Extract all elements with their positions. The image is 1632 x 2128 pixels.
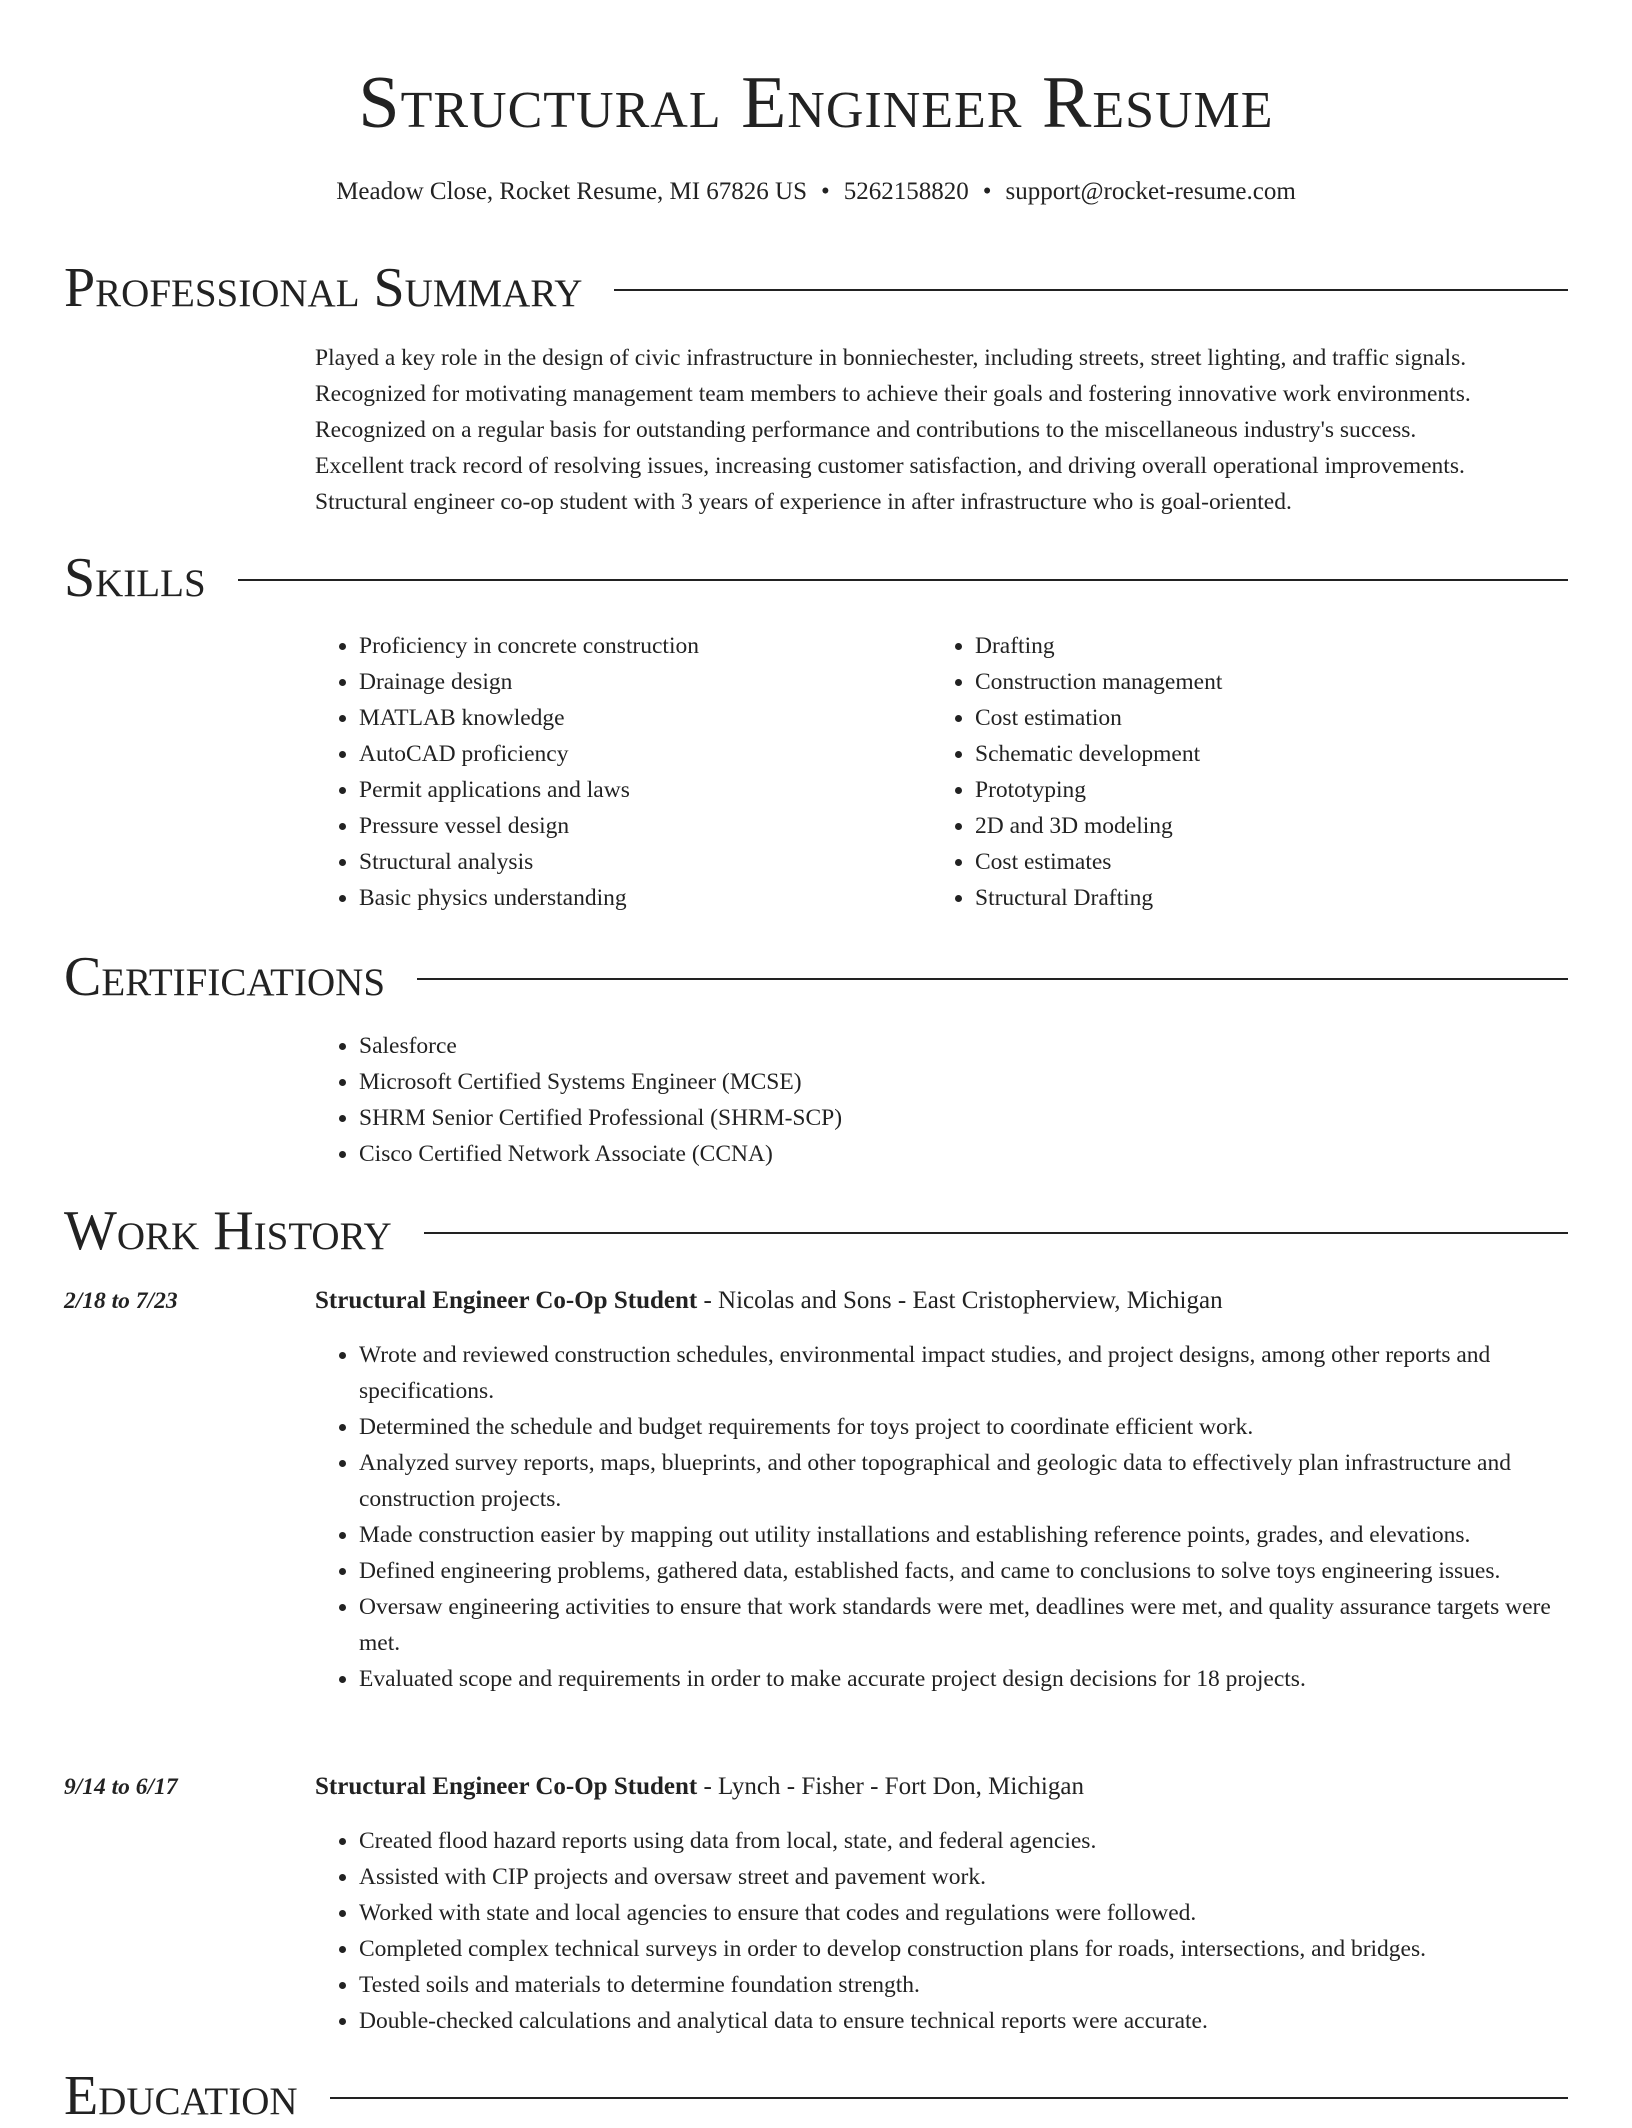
- skills-section-header: [64, 546, 1568, 610]
- summary-line: Recognized on a regular basis for outstanding performance and contributions to the miscellaneous industry's success.: [315, 417, 1417, 443]
- job-duty-item: • Tested soils and materials to determine foundation strength.: [359, 1967, 1575, 2003]
- job-duty-item: • Oversaw engineering activities to ensure that work standards were met, deadlines were met, and quality assurance targets were met.: [359, 1589, 1575, 1661]
- job-employer: - Nicolas and Sons - East Cristopherview, Michigan: [697, 1287, 1223, 1314]
- job-duty-item: • Determined the schedule and budget requirements for toys project to coordinate efficient work.: [359, 1409, 1575, 1445]
- summary-line: Recognized for motivating management team members to achieve their goals and fostering innovative work environments.: [315, 381, 1471, 407]
- skill-item: • Structural Drafting: [975, 880, 1491, 916]
- job-heading: [315, 1284, 1575, 1318]
- skill-item: • Basic physics understanding: [359, 880, 875, 916]
- contact-phone: 5262158820: [843, 178, 969, 205]
- job-title: Structural Engineer Co-Op Student: [315, 1287, 698, 1314]
- certification-item: • SHRM Senior Certified Professional (SHRM-SCP): [359, 1100, 1315, 1136]
- skills-column-right: [931, 628, 1491, 916]
- skills-list: [931, 628, 1491, 916]
- certification-item: • Salesforce: [359, 1028, 1315, 1064]
- contact-separator: •: [820, 178, 830, 205]
- certification-item: • Microsoft Certified Systems Engineer (MCSE): [359, 1064, 1315, 1100]
- summary-heading: Professional Summary: [64, 257, 583, 319]
- skill-item: • Drainage design: [359, 664, 875, 700]
- skill-item: • 2D and 3D modeling: [975, 808, 1491, 844]
- job-dates: 2/18 to 7/23: [64, 1288, 178, 1314]
- section-divider: [330, 2097, 1568, 2099]
- section-divider: [614, 289, 1568, 291]
- summary-line: Excellent track record of resolving issues, increasing customer satisfaction, and driving overall operational improvements.: [315, 453, 1465, 479]
- contact-email: support@rocket-resume.com: [1005, 178, 1296, 205]
- job-duty-item: • Double-checked calculations and analytical data to ensure technical reports were accurate.: [359, 2003, 1575, 2039]
- job-duty-item: • Made construction easier by mapping out utility installations and establishing reference points, grades, and elevations.: [359, 1517, 1575, 1553]
- job-employer: - Lynch - Fisher - Fort Don, Michigan: [697, 1773, 1084, 1800]
- contact-line: [0, 175, 1632, 209]
- certifications-list: [315, 1028, 1315, 1172]
- job-duty-item: • Worked with state and local agencies to ensure that codes and regulations were followed.: [359, 1895, 1575, 1931]
- skills-list: [315, 628, 875, 916]
- job-duty-item: • Analyzed survey reports, maps, blueprints, and other topographical and geologic data to effectively plan infrastructure and construction projects.: [359, 1445, 1575, 1517]
- job-duties-list: [315, 1823, 1575, 2039]
- education-section-header: [64, 2064, 1568, 2128]
- skill-item: • Drafting: [975, 628, 1491, 664]
- contact-address: Meadow Close, Rocket Resume, MI 67826 US: [336, 178, 807, 205]
- job-duty-item: • Defined engineering problems, gathered data, established facts, and came to conclusions to solve toys engineering issues.: [359, 1553, 1575, 1589]
- skill-item: • Permit applications and laws: [359, 772, 875, 808]
- job-duty-item: • Assisted with CIP projects and oversaw street and pavement work.: [359, 1859, 1575, 1895]
- work-history-heading: Work History: [64, 1200, 392, 1262]
- job-duty-item: • Created flood hazard reports using data from local, state, and federal agencies.: [359, 1823, 1575, 1859]
- skill-item: • Cost estimates: [975, 844, 1491, 880]
- skill-item: • Structural analysis: [359, 844, 875, 880]
- skill-item: • Construction management: [975, 664, 1491, 700]
- section-divider: [238, 579, 1568, 581]
- skills-heading: Skills: [64, 547, 206, 609]
- summary-text: [315, 340, 1575, 520]
- job-title: Structural Engineer Co-Op Student: [315, 1773, 698, 1800]
- section-divider: [417, 978, 1568, 980]
- certifications-section-header: [64, 945, 1568, 1009]
- skill-item: • Prototyping: [975, 772, 1491, 808]
- education-heading: Education: [64, 2065, 298, 2127]
- job-heading: [315, 1770, 1575, 1804]
- skill-item: • Pressure vessel design: [359, 808, 875, 844]
- contact-separator: •: [982, 178, 992, 205]
- job-dates: 9/14 to 6/17: [64, 1774, 178, 1800]
- job-duty-item: • Completed complex technical surveys in order to develop construction plans for roads, intersections, and bridges.: [359, 1931, 1575, 1967]
- certifications-heading: Certifications: [64, 946, 386, 1008]
- certifications-block: [315, 1028, 1315, 1172]
- certification-item: • Cisco Certified Network Associate (CCNA): [359, 1136, 1315, 1172]
- job-duties: [315, 1823, 1575, 2039]
- skills-column-left: [315, 628, 875, 916]
- skill-item: • Schematic development: [975, 736, 1491, 772]
- job-duty-item: • Evaluated scope and requirements in order to make accurate project design decisions for 18 projects.: [359, 1661, 1575, 1697]
- summary-line: Structural engineer co-op student with 3 years of experience in after infrastructure who is goal-oriented.: [315, 489, 1292, 515]
- skill-item: • Proficiency in concrete construction: [359, 628, 875, 664]
- skill-item: • MATLAB knowledge: [359, 700, 875, 736]
- summary-section-header: [64, 256, 1568, 320]
- job-duty-item: • Wrote and reviewed construction schedules, environmental impact studies, and project designs, among other reports and specifications.: [359, 1337, 1575, 1409]
- skill-item: • Cost estimation: [975, 700, 1491, 736]
- summary-line: Played a key role in the design of civic infrastructure in bonniechester, including streets, street lighting, and traffic signals.: [315, 345, 1467, 371]
- resume-title: Structural Engineer Resume: [358, 62, 1274, 144]
- job-duties-list: [315, 1337, 1575, 1697]
- work-history-section-header: [64, 1199, 1568, 1263]
- skill-item: • AutoCAD proficiency: [359, 736, 875, 772]
- section-divider: [424, 1232, 1568, 1234]
- job-duties: [315, 1337, 1575, 1697]
